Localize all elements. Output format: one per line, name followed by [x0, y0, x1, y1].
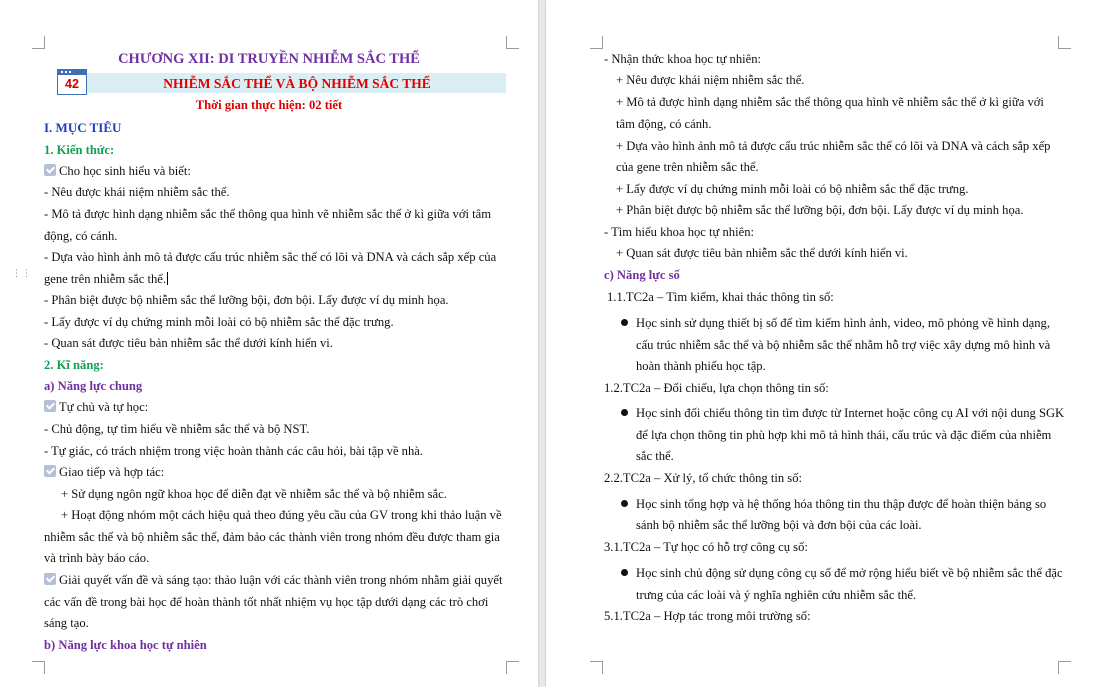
- margin-mark: [506, 36, 519, 49]
- text-line: [636, 315, 1050, 331]
- text-line: [616, 94, 1044, 110]
- text-content: động, có cánh.: [44, 229, 118, 243]
- text-line: [636, 517, 922, 533]
- text-line: [44, 335, 333, 351]
- text-content: sắc thể.: [636, 449, 674, 463]
- badge-dots-icon: [61, 71, 71, 75]
- text-content: - Mô tả được hình dạng nhiễm sắc thể thông qua hình vẽ nhiễm sắc thể ở kì giữa với tâm: [44, 207, 492, 221]
- text-content: 1. Kiến thức:: [44, 143, 115, 157]
- text-content: 1.2.TC2a – Đối chiếu, lựa chọn thông tin số:: [604, 381, 829, 395]
- text-line: [616, 72, 804, 88]
- lesson-duration: Thời gian thực hiện: 02 tiết: [195, 98, 343, 112]
- text-content: tâm động, có cánh.: [616, 117, 712, 131]
- text-line: [44, 443, 423, 459]
- text-content: + Nêu được khái niệm nhiễm sắc thể.: [616, 73, 805, 87]
- text-content: nhiễm sắc thể và bộ nhiễm sắc thể, đảm bảo các thành viên trong nhóm đều được tham gia: [44, 530, 500, 544]
- text-content: - Lấy được ví dụ chứng minh mỗi loài có bộ nhiễm sắc thể đặc trưng.: [44, 315, 394, 329]
- text-content: 5.1.TC2a – Hợp tác trong môi trường số:: [604, 609, 811, 623]
- section-heading: [44, 357, 104, 373]
- text-content: và trình bày báo cáo.: [44, 551, 150, 565]
- text-content: - Nêu được khái niệm nhiễm sắc thể.: [44, 185, 230, 199]
- text-content: 2. Kĩ năng:: [44, 358, 104, 372]
- text-content: gene trên nhiễm sắc thể.: [44, 272, 167, 286]
- text-content: Giải quyết vấn đề và sáng tạo: thảo luận với các thành viên trong nhóm nhằm giải quyết: [59, 573, 503, 587]
- bullet-icon: [621, 319, 628, 326]
- document-page-left[interactable]: [0, 0, 538, 687]
- text-content: + Sử dụng ngôn ngữ khoa học để diễn đạt về nhiễm sắc thể và bộ nhiễm sắc.: [61, 487, 447, 501]
- badge-header: [58, 70, 86, 75]
- section-heading: [604, 267, 680, 283]
- text-content: + Lấy được ví dụ chứng minh mỗi loài có bộ nhiễm sắc thể đặc trưng.: [616, 182, 969, 196]
- text-content: b) Năng lực khoa học tự nhiên: [44, 638, 207, 652]
- text-line: [44, 228, 117, 244]
- text-content: 2.2.TC2a – Xử lý, tổ chức thông tin số:: [604, 471, 802, 485]
- margin-mark: [590, 36, 603, 49]
- text-cursor: [167, 272, 168, 285]
- text-line: [636, 337, 1050, 353]
- text-line: [44, 464, 164, 480]
- text-content: Học sinh đối chiếu thông tin tìm được từ Internet hoặc công cụ AI với nội dung SGK: [636, 406, 1065, 420]
- lesson-title: NHIỄM SẮC THỂ VÀ BỘ NHIỄM SẮC THỂ: [163, 76, 431, 91]
- text-line: [636, 448, 674, 464]
- text-line: [44, 615, 89, 631]
- text-line: [44, 421, 309, 437]
- text-line: [44, 206, 491, 222]
- text-content: - Tự giác, có trách nhiệm trong việc hoàn thành các câu hỏi, bài tập về nhà.: [44, 444, 424, 458]
- text-content: 1.1.TC2a – Tìm kiếm, khai thác thông tin số:: [607, 290, 834, 304]
- checkbox-icon: [44, 573, 56, 585]
- text-content: - Chủ động, tự tìm hiểu về nhiễm sắc thể và bộ NST.: [44, 422, 310, 436]
- text-content: hoàn thành phiếu học tập.: [636, 359, 766, 373]
- text-content: - Quan sát được tiêu bản nhiễm sắc thể dưới kính hiển vi.: [44, 336, 333, 350]
- text-line: [616, 116, 711, 132]
- text-content: trưng của các loài và ý nghĩa nghiên cứu nhiễm sắc thể.: [636, 588, 917, 602]
- text-line: [44, 271, 168, 287]
- text-content: sánh bộ nhiễm sắc thể lưỡng bội và đơn bội của các loài.: [636, 518, 922, 532]
- margin-mark: [506, 661, 519, 674]
- margin-mark: [590, 661, 603, 674]
- text-line: [636, 565, 1063, 581]
- checkbox-icon: [44, 400, 56, 412]
- text-line: [44, 249, 496, 265]
- text-content: Tự chủ và tự học:: [59, 400, 149, 414]
- text-line: [616, 245, 908, 261]
- text-content: - Nhận thức khoa học tự nhiên:: [604, 52, 762, 66]
- text-content: + Dựa vào hình ảnh mô tả được cấu trúc nhiễm sắc thể có lõi và DNA và cách sắp xếp: [616, 139, 1051, 153]
- bullet-icon: [621, 569, 628, 576]
- text-line: [61, 486, 447, 502]
- text-content: các vấn đề trong bài học để hoàn thành tốt nhất nhiệm vụ học tập dưới dạng các trò chơi: [44, 595, 489, 609]
- text-content: Học sinh sử dụng thiết bị số để tìm kiếm hình ảnh, video, mô phỏng về hình dạng,: [636, 316, 1050, 330]
- text-line: [636, 587, 916, 603]
- section-heading: [44, 120, 121, 136]
- text-content: Học sinh tổng hợp và hệ thống hóa thông tin thu thập được để hoàn thiện bảng so: [636, 497, 1047, 511]
- text-content: Giao tiếp và hợp tác:: [59, 465, 165, 479]
- text-content: của gene trên nhiễm sắc thể.: [616, 160, 759, 174]
- drag-handle-icon[interactable]: ⋮⋮: [12, 269, 32, 279]
- text-content: - Dựa vào hình ảnh mô tả được cấu trúc nhiễm sắc thể có lõi và DNA và cách sắp xếp của: [44, 250, 497, 264]
- text-content: + Phân biệt được bộ nhiễm sắc thể lưỡng bội, đơn bội. Lấy được ví dụ minh họa.: [616, 203, 1024, 217]
- text-line: [636, 358, 766, 374]
- text-content: 3.1.TC2a – Tự học có hỗ trợ công cụ số:: [604, 540, 808, 554]
- text-line: [604, 470, 802, 486]
- checkbox-icon: [44, 164, 56, 176]
- margin-mark: [1058, 661, 1071, 674]
- lesson-number-badge: [57, 69, 87, 95]
- text-content: a) Năng lực chung: [44, 379, 143, 393]
- text-content: I. MỤC TIÊU: [44, 120, 122, 135]
- text-line: [44, 184, 230, 200]
- text-line: [604, 51, 761, 67]
- text-content: để lựa chọn thông tin phù hợp khi mô tả hình thái, cấu trúc và đặc điểm của nhiễm: [636, 428, 1052, 442]
- text-content: + Hoạt động nhóm một cách hiệu quả theo đúng yêu cầu của GV trong khi thảo luận về: [61, 508, 502, 522]
- bullet-icon: [621, 500, 628, 507]
- chapter-title: CHƯƠNG XII: DI TRUYỀN NHIỄM SẮC THỂ: [118, 51, 420, 67]
- text-line: [607, 289, 834, 305]
- text-line: [44, 163, 191, 179]
- text-line: [604, 608, 811, 624]
- text-line: [636, 427, 1051, 443]
- text-line: [616, 159, 759, 175]
- margin-mark: [32, 661, 45, 674]
- text-content: Học sinh chủ động sử dụng công cụ số để mở rộng hiểu biết về bộ nhiễm sắc thể đặc: [636, 566, 1063, 580]
- text-line: [604, 224, 754, 240]
- section-heading: [44, 142, 114, 158]
- text-line: [604, 380, 829, 396]
- bullet-icon: [621, 409, 628, 416]
- text-line: [44, 292, 449, 308]
- text-content: + Mô tả được hình dạng nhiễm sắc thể thông qua hình vẽ nhiễm sắc thể ở kì giữa với: [616, 95, 1044, 109]
- text-content: - Phân biệt được bộ nhiễm sắc thể lưỡng bội, đơn bội. Lấy được ví dụ minh họa.: [44, 293, 449, 307]
- text-content: - Tìm hiểu khoa học tự nhiên:: [604, 225, 754, 239]
- checkbox-icon: [44, 465, 56, 477]
- text-content: c) Năng lực số: [604, 268, 680, 282]
- text-line: [616, 202, 1023, 218]
- section-heading: [44, 637, 207, 653]
- margin-mark: [32, 36, 45, 49]
- text-line: [636, 405, 1064, 421]
- text-line: [616, 138, 1050, 154]
- text-line: [44, 399, 148, 415]
- text-line: [44, 529, 500, 545]
- text-content: + Quan sát được tiêu bản nhiễm sắc thể dưới kính hiển vi.: [616, 246, 908, 260]
- text-line: [44, 572, 502, 588]
- text-content: sáng tạo.: [44, 616, 89, 630]
- text-line: [616, 181, 969, 197]
- text-line: [44, 550, 149, 566]
- text-line: [44, 594, 488, 610]
- text-content: Cho học sinh hiểu và biết:: [59, 164, 191, 178]
- margin-mark: [1058, 36, 1071, 49]
- text-line: [61, 507, 502, 523]
- section-heading: [44, 378, 142, 394]
- lesson-number: 42: [65, 77, 79, 91]
- text-content: cấu trúc nhiễm sắc thể và bộ nhiễm sắc thể nhằm hỗ trợ việc xây dựng mô hình và: [636, 338, 1051, 352]
- document-page-right[interactable]: [546, 0, 1093, 687]
- text-line: [636, 496, 1046, 512]
- text-line: [44, 314, 394, 330]
- text-line: [604, 539, 808, 555]
